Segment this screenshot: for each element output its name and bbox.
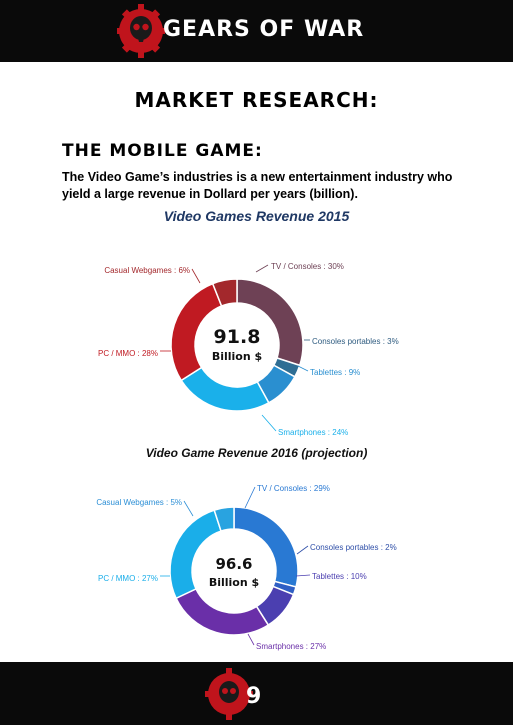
chart-title-2015: Video Games Revenue 2015 (163, 208, 350, 224)
slice-leader-line (262, 415, 276, 431)
donut-chart-2015 (0, 245, 513, 445)
slice-label: PC / MMO : 27% (97, 574, 158, 584)
section-heading: THE MOBILE GAME: (62, 141, 263, 161)
slice-label: PC / MMO : 28% (97, 349, 158, 359)
slice-label: Consoles portables : 3% (312, 337, 399, 347)
page-heading: MARKET RESEARCH: (134, 88, 379, 112)
slice-label: Casual Webgames : 6% (104, 266, 190, 276)
slice-label: Smartphones : 24% (278, 428, 349, 438)
gears-skull-logo-icon (117, 3, 165, 59)
intro-paragraph: The Video Game’s industries is a new entertainment industry who yield a large revenue in Dollard per years (billion). (62, 170, 453, 201)
slice-leader-line (245, 487, 255, 508)
donut-slice (181, 368, 269, 411)
donut-slice (176, 589, 268, 635)
center-total-value: 96.6 (215, 555, 253, 573)
slice-leader-line (248, 634, 254, 645)
slice-label: Tablettes : 9% (310, 368, 361, 378)
center-total-unit: Billion $ (211, 350, 263, 363)
donut-slice (234, 507, 298, 587)
donut-chart-2016 (0, 470, 513, 660)
center-total-unit: Billion $ (208, 576, 260, 589)
slice-label: Smartphones : 27% (256, 642, 327, 652)
slice-leader-line (184, 501, 193, 516)
page-number: 9 (246, 684, 262, 709)
chart-title-2016: Video Game Revenue 2016 (projection) (145, 446, 368, 460)
slice-label: Casual Webgames : 5% (96, 498, 182, 508)
slice-leader-line (298, 366, 308, 371)
slice-leader-line (256, 265, 268, 272)
brand-title: GEARS OF WAR (163, 17, 365, 42)
slice-leader-line (192, 269, 200, 283)
center-total-value: 91.8 (213, 326, 261, 348)
slice-leader-line (297, 546, 308, 554)
slice-label: Tablettes : 10% (312, 572, 367, 582)
slice-label: TV / Consoles : 30% (271, 262, 344, 272)
slice-label: TV / Consoles : 29% (257, 484, 330, 494)
slice-label: Consoles portables : 2% (310, 543, 397, 553)
